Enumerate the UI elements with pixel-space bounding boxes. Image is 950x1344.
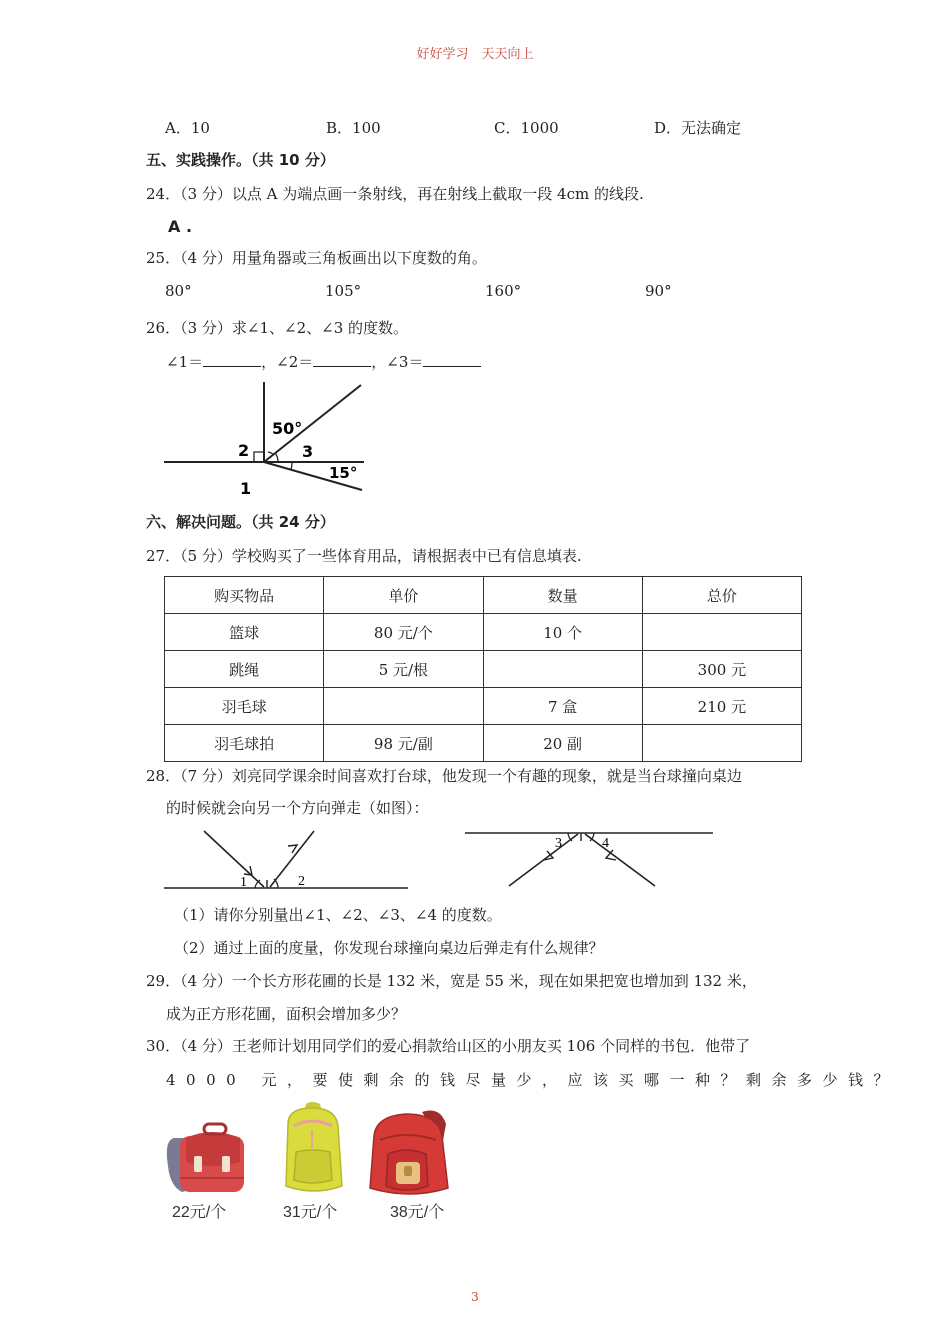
question-26: 26．（3 分）求∠1、∠2、∠3 的度数。 <box>146 319 409 337</box>
question-28-sub-1: （1）请你分别量出∠1、∠2、∠3、∠4 的度数。 <box>174 906 502 924</box>
table-row <box>165 688 802 725</box>
question-27: 27．（5 分）学校购买了一些体育用品，请根据表中已有信息填表. <box>146 547 582 565</box>
blank-label-1: ∠1＝ <box>166 353 204 371</box>
table-cell: 80 元/个 <box>324 614 483 651</box>
answer-blank-2[interactable] <box>313 352 371 367</box>
table-header: 单价 <box>324 577 483 614</box>
backpack-red-image <box>362 1106 462 1202</box>
blank-label-2: ，∠2＝ <box>261 353 314 371</box>
question-25: 25．（4 分）用量角器或三角板画出以下度数的角。 <box>146 249 487 267</box>
label-angle-2: 2 <box>298 874 305 889</box>
label-angle-1: 1 <box>240 875 247 890</box>
backpack-yellow-image <box>274 1100 354 1200</box>
question-29-line-1: 29．（4 分）一个长方形花圃的长是 132 米，宽是 55 米，现在如果把宽也增加到 132 米， <box>146 972 757 990</box>
table-row <box>165 725 802 762</box>
question-29-line-2: 成为正方形花圃，面积会增加多少？ <box>166 1005 407 1023</box>
table-header: 总价 <box>642 577 801 614</box>
table-cell: 7 盒 <box>483 688 642 725</box>
table-cell[interactable] <box>642 725 801 762</box>
option-b: B．100 <box>326 119 381 137</box>
billiard-figure-right <box>465 826 725 891</box>
table-cell: 羽毛球拍 <box>165 725 324 762</box>
table-cell[interactable] <box>324 688 483 725</box>
label-angle-3: 3 <box>302 442 314 461</box>
bag-price-2: 31元/个 <box>283 1204 338 1221</box>
page-header: 好好学习 天天向上 <box>416 47 534 62</box>
bag-price-1: 22元/个 <box>172 1204 227 1221</box>
answer-blank-3[interactable] <box>423 352 481 367</box>
table-cell: 300 元 <box>642 651 801 688</box>
question-28-line-2: 的时候就会向另一个方向弹走（如图）： <box>166 799 429 817</box>
angle-figure-26 <box>164 380 374 502</box>
section-5-title: 五、实践操作。（共 10 分） <box>146 151 335 169</box>
bag-price-3: 38元/个 <box>390 1204 445 1221</box>
blank-label-3: ，∠3＝ <box>371 353 424 371</box>
label-angle-3: 3 <box>555 836 562 851</box>
table-cell[interactable] <box>642 614 801 651</box>
table-cell: 98 元/副 <box>324 725 483 762</box>
option-a: A．10 <box>165 119 210 137</box>
angle-blanks <box>166 351 481 372</box>
question-30-line-1: 30．（4 分）王老师计划用同学们的爱心捐款给山区的小朋友买 106 个同样的书包．他带了 <box>146 1037 751 1055</box>
angle-80: 80° <box>165 282 192 300</box>
option-d: D．无法确定 <box>654 119 742 137</box>
satchel-bag-image <box>164 1118 254 1198</box>
label-angle-2: 2 <box>238 441 250 460</box>
purchase-table <box>164 576 802 762</box>
angle-105: 105° <box>325 282 362 300</box>
label-angle-4: 4 <box>602 836 609 851</box>
table-header-row <box>165 577 802 614</box>
point-a-label: A . <box>168 217 193 236</box>
table-cell: 跳绳 <box>165 651 324 688</box>
section-6-title: 六、解决问题。（共 24 分） <box>146 513 335 531</box>
label-angle-1: 1 <box>240 479 252 498</box>
table-cell[interactable] <box>483 651 642 688</box>
table-cell: 10 个 <box>483 614 642 651</box>
angle-90: 90° <box>645 282 672 300</box>
table-cell: 羽毛球 <box>165 688 324 725</box>
answer-blank-1[interactable] <box>203 352 261 367</box>
question-24: 24．（3 分）以点 A 为端点画一条射线，再在射线上截取一段 4cm 的线段. <box>146 185 644 203</box>
option-c: C．1000 <box>494 119 559 137</box>
billiard-figure-left <box>164 828 414 893</box>
table-cell: 5 元/根 <box>324 651 483 688</box>
table-cell: 210 元 <box>642 688 801 725</box>
page-number: 3 <box>471 1290 479 1304</box>
table-cell: 20 副 <box>483 725 642 762</box>
table-row <box>165 651 802 688</box>
question-28-line-1: 28．（7 分）刘亮同学课余时间喜欢打台球，他发现一个有趣的现象，就是当台球撞向桌边 <box>146 767 742 785</box>
table-header: 数量 <box>483 577 642 614</box>
label-15-degree: 15° <box>329 464 358 482</box>
table-row <box>165 614 802 651</box>
angle-160: 160° <box>485 282 522 300</box>
table-cell: 篮球 <box>165 614 324 651</box>
table-header: 购买物品 <box>165 577 324 614</box>
question-28-sub-2: （2）通过上面的度量，你发现台球撞向桌边后弹走有什么规律？ <box>174 939 604 957</box>
question-30-line-2: 4000 元，要使剩余的钱尽量少，应该买哪一种？剩余多少钱？ <box>166 1071 899 1089</box>
label-50-degree: 50° <box>272 419 303 438</box>
